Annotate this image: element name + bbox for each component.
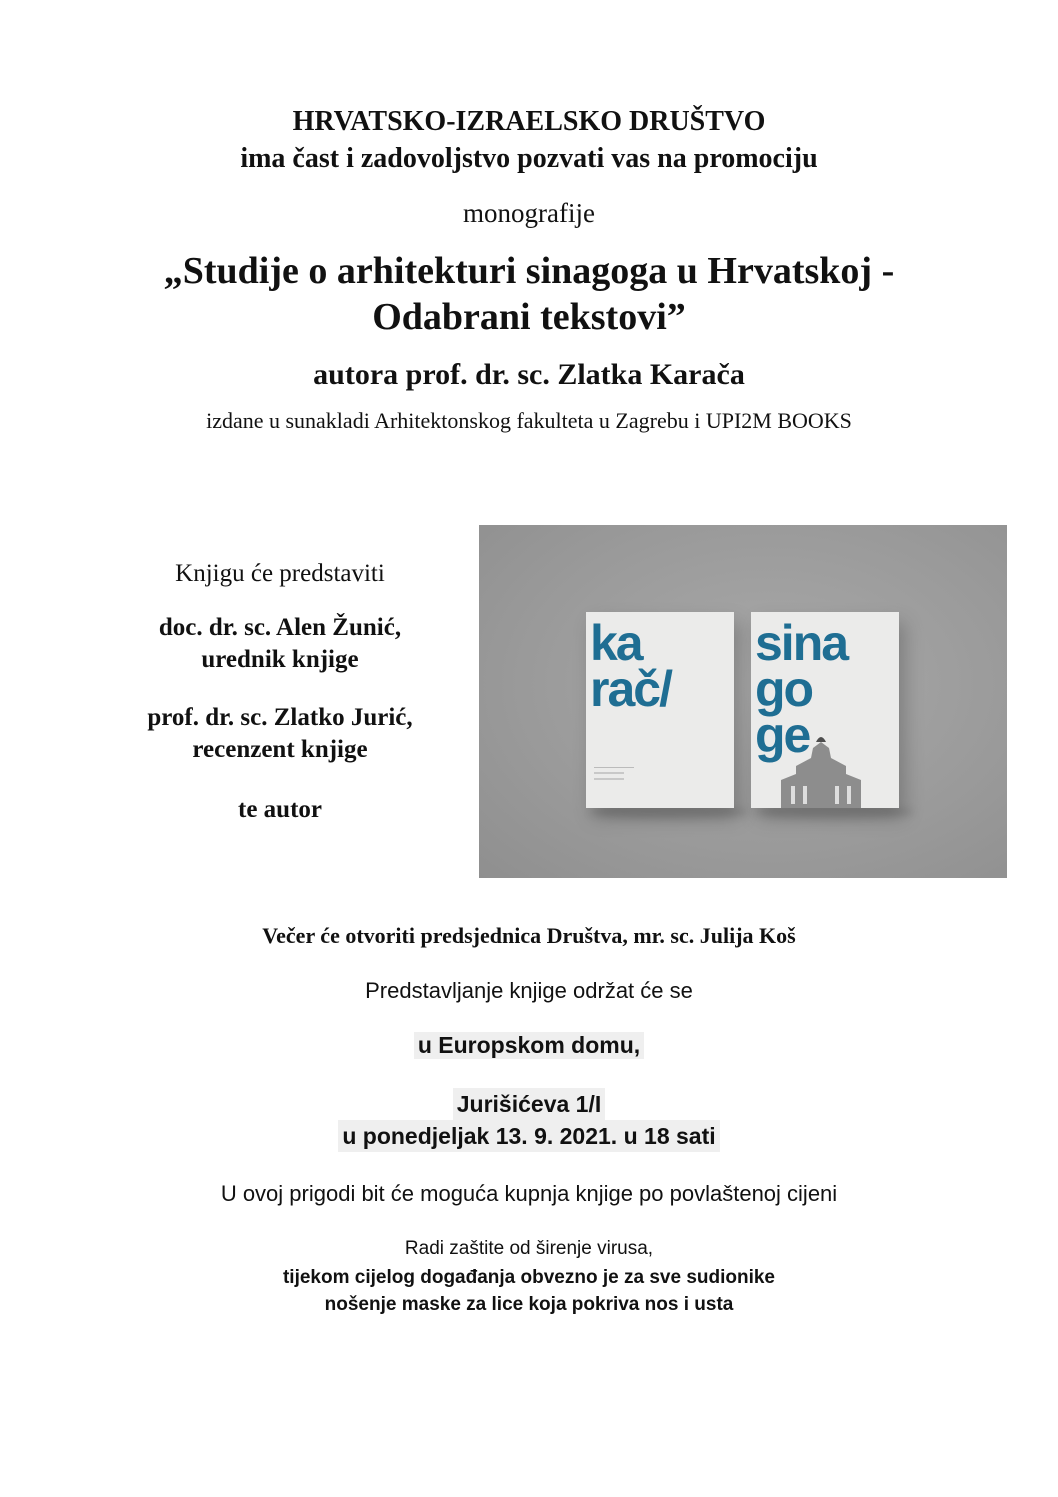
venue-name-text: u Europskom domu, [414, 1032, 644, 1059]
covid-notice-line-3: nošenje maske za lice koja pokriva nos i usta [324, 1294, 734, 1315]
covid-notice-line-2: tijekom cijelog događanja obvezno je za sve sudionike [282, 1267, 775, 1288]
book-title-line-2: Odabrani tekstovi” [372, 296, 686, 338]
covid-notice-rules [0, 1264, 1058, 1318]
covid-notice-intro: Radi zaštite od širenje virusa, [404, 1238, 654, 1259]
synagogue-illustration [751, 728, 899, 808]
book-cover-right [751, 612, 899, 808]
book-cover-left [586, 612, 734, 808]
presenter-author: te autor [238, 796, 322, 823]
venue-address: Jurišićeva 1/I [453, 1088, 606, 1120]
event-datetime: u ponedjeljak 13. 9. 2021. u 18 sati [338, 1120, 719, 1152]
cover-left-imprint [594, 767, 634, 794]
presenters-intro: Knjigu će predstaviti [175, 560, 385, 587]
opening-line: Večer će otvoriti predsjednica Društva, mr. sc. Julija Koš [262, 923, 796, 948]
presenter-reviewer-role: recenzent knjige [192, 736, 368, 763]
purchase-note: U ovoj prigodi bit će moguća kupnja knjige po povlaštenoj cijeni [220, 1181, 838, 1206]
cover-right-title: sina go ge [755, 615, 848, 763]
publisher-line: izdane u sunakladi Arhitektonskog fakulteta u Zagrebu i UPI2M BOOKS [206, 408, 852, 433]
author-line: autora prof. dr. sc. Zlatka Karača [313, 358, 745, 391]
presenter-reviewer-name: prof. dr. sc. Zlatko Jurić, [147, 704, 413, 731]
invitation-line: ima čast i zadovoljstvo pozvati vas na promociju [240, 143, 818, 174]
presenter-editor-name: doc. dr. sc. Alen Žunić, [158, 614, 402, 641]
monograph-label: monografije [463, 198, 595, 228]
presenter-editor-role: urednik knjige [201, 646, 359, 673]
book-title [0, 248, 1058, 340]
cover-left-title: ka rač/ [590, 615, 671, 717]
venue-name [0, 1032, 1058, 1059]
book-cover-photo [479, 525, 1007, 878]
book-title-line-1: „Studije o arhitekturi sinagoga u Hrvatskoj - [163, 250, 895, 292]
presenter-reviewer [100, 702, 460, 766]
venue-intro: Predstavljanje knjige održat će se [365, 978, 693, 1003]
venue-address-block [0, 1088, 1058, 1152]
organization-title: HRVATSKO-IZRAELSKO DRUŠTVO [292, 106, 766, 137]
presenter-editor [100, 612, 460, 676]
